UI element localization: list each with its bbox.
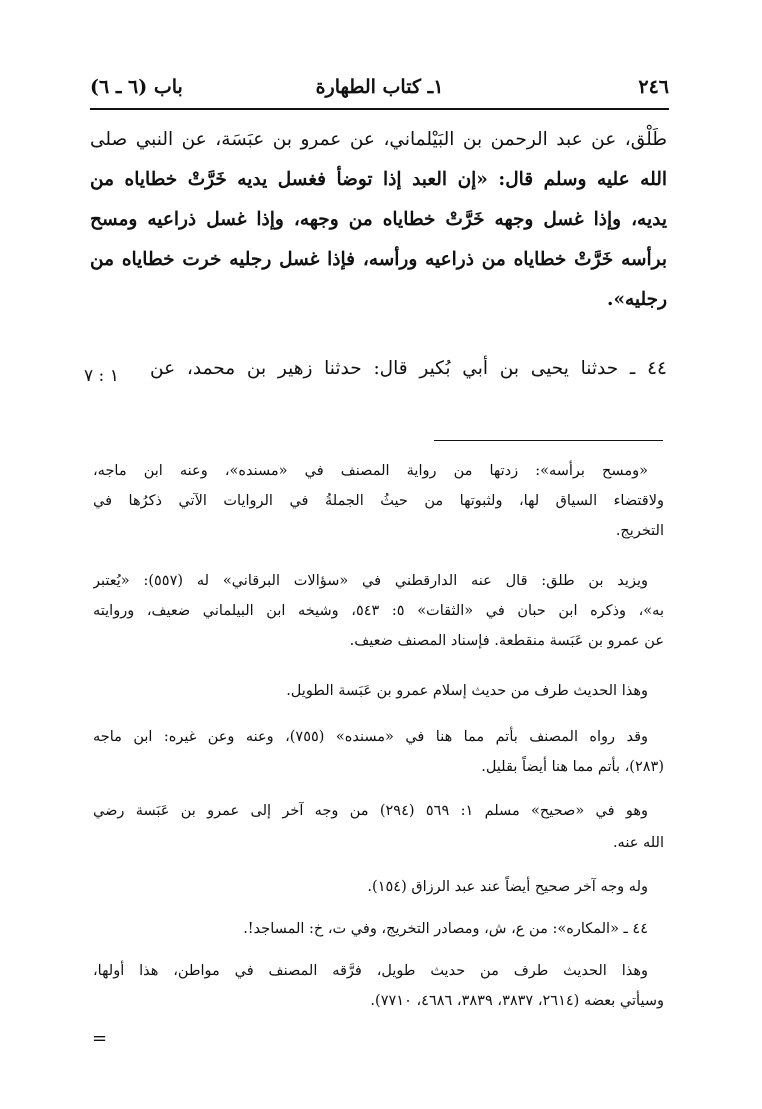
page-header (90, 74, 669, 110)
main-line: طَلْق، عن عبد الرحمن بن البَيْلماني، عن عمرو بن عبَسَة، عن النبي صلى (90, 129, 667, 150)
chapter-label: باب (٦ ـ ٦) (90, 76, 183, 98)
footnote-line: التخريج. (615, 523, 664, 539)
main-line: الله عليه وسلم قال: «إن العبد إذا توضأ فغسل يديه خَرَّتْ خطاياه من (90, 169, 667, 190)
footnote-line: به»، وذكره ابن حبان في «الثقات» ٥: ٥٤٣، وشيخه ابن البيلماني ضعيف، وروايته (93, 603, 664, 619)
footnote-line: وله وجه آخر صحيح أيضاً عند عبد الرزاق (١٥٤). (367, 879, 648, 895)
main-line: رجليه». (607, 289, 667, 310)
margin-reference: ١ : ٧ (84, 366, 119, 386)
footnote-line: وقد رواه المصنف بأتم مما هنا في «مسنده» (٧٥٥)، وعنه وعن غيره: ابن ماجه (93, 729, 649, 745)
footnote-line: «ومسح برأسه»: زدتها من رواية المصنف في «مسنده»، وعنه ابن ماجه، (93, 463, 648, 479)
footnote-line: عن عمرو بن عَبَسة منقطعة. فإسناد المصنف ضعيف. (349, 633, 664, 649)
footnote-line: وهذا الحديث طرف من حديث إسلام عمرو بن عَبَسة الطويل. (286, 683, 648, 699)
footnote-line: (٢٨٣)، بأتم مما هنا أيضاً بقليل. (481, 759, 664, 775)
main-line: يديه، وإذا غسل وجهه خَرَّتْ خطاياه من وجهه، وإذا غسل ذراعيه ومسح (90, 209, 667, 230)
footnote-separator (434, 440, 663, 441)
page-number: ٢٤٦ (638, 76, 669, 98)
footnote-line: الله عنه. (612, 835, 664, 851)
footnote-line: وسيأتي بعضه (٢٦١٤، ٣٨٣٧، ٣٨٣٩، ٤٦٨٦، ٧٧١٠). (370, 993, 664, 1009)
footnote-line: ولاقتضاء السياق لها، ولثبوتها من حيثُ الجملةُ في الروايات الآتي ذكرُها في (93, 493, 664, 509)
main-line: برأسه خَرَّتْ خطاياه من ذراعيه ورأسه، فإذا غسل رجليه خرت خطاياه من (90, 249, 667, 270)
footnote-line: وهذا الحديث طرف من حديث طويل، فرَّقه المصنف في مواطن، هذا أولها، (93, 963, 648, 979)
footnote-line: وهو في «صحيح» مسلم ١: ٥٦٩ (٢٩٤) من وجه آخر إلى عمرو بن عَبَسة رضي (93, 803, 648, 819)
continuation-mark: = (92, 1028, 108, 1049)
hadith-44-line: ٤٤ ـ حدثنا يحيى بن أبي بُكير قال: حدثنا زهير بن محمد، عن (150, 358, 667, 379)
footnote-line: ويزيد بن طلق: قال عنه الدارقطني في «سؤالات البرقاني» له (٥٥٧): «يُعتبر (93, 573, 648, 589)
book-title: ١ـ كتاب الطهارة (315, 76, 444, 98)
footnote-line: ٤٤ ـ «المكاره»: من ع، ش، ومصادر التخريج، وفي ت، خ: المساجد!. (243, 921, 648, 937)
